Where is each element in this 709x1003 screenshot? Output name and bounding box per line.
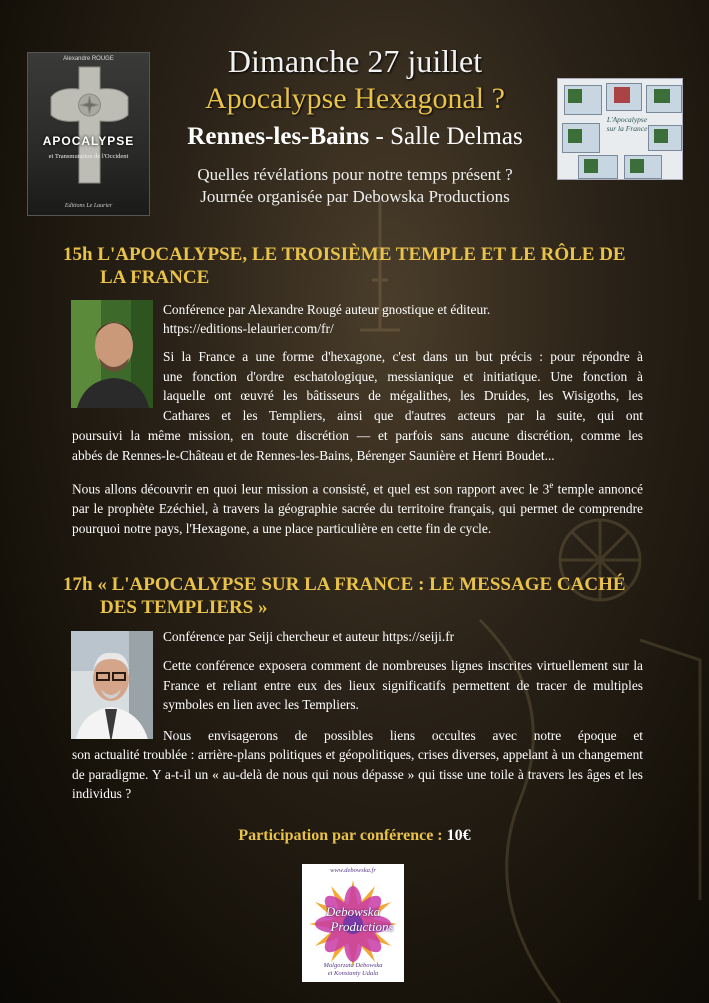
logo-url: www.debowska.fr xyxy=(330,867,376,874)
logo-name2: et Konstanty Udala xyxy=(327,970,379,977)
book-author: Alexandre ROUGE xyxy=(63,56,114,62)
section2-paragraph2-narrow: Nous envisagerons de possibles liens occultes avec notre époque et xyxy=(163,728,643,743)
book-title: APOCALYPSE xyxy=(42,134,135,148)
logo-names xyxy=(302,962,404,978)
p1-line: une fonction d'ordre eschatologique, messianique et initiatique. Une fonction à xyxy=(163,368,643,384)
section2-intro: Conférence par Seiji chercheur et auteur https://seiji.fr xyxy=(163,629,455,644)
section1-title-line2: LA FRANCE xyxy=(100,267,210,288)
section2-paragraph2-wide: son actualité troublée : arrière-plans politiques et géopolitiques, crises diverses, appelant à un changement de paradigme. Y a-t-il un « au-delà de nous qui nous dépasse » qui tisse une toile à travers les âges et les individus ? xyxy=(72,747,643,802)
event-question: Quelles révélations pour notre temps présent ? xyxy=(197,165,513,184)
price-label: Participation par conférence : xyxy=(238,827,443,844)
price-value: 10€ xyxy=(446,827,471,844)
event-title: Apocalypse Hexagonal ? xyxy=(205,82,505,115)
logo-name1: Malgorzata Debowska xyxy=(323,962,383,969)
logo-brand xyxy=(302,904,404,934)
presentation-thumbnail xyxy=(557,78,683,180)
p2-superscript: e xyxy=(549,480,554,490)
event-hall: Salle Delmas xyxy=(390,123,523,150)
section1-link[interactable] xyxy=(163,319,643,339)
book-subtitle: et Transmutation de l'Occident xyxy=(48,153,129,160)
event-town: Rennes-les-Bains xyxy=(187,123,370,150)
event-date: Dimanche 27 juillet xyxy=(227,43,483,79)
book-cover-image xyxy=(27,52,150,216)
book-publisher: Editions Le Laurier xyxy=(64,203,113,209)
section2-paragraph1: Cette conférence exposera comment de nombreuses lignes inscrites virtuellement sur la France et reliant entre eux des lieux significatifs permettent de tracer de multiples symboles en lien avec les Templiers. xyxy=(163,658,643,713)
speaker2-photo xyxy=(71,631,153,739)
section2-title-line2: DES TEMPLIERS » xyxy=(100,597,268,618)
section1-title xyxy=(63,243,663,289)
event-place xyxy=(150,123,560,151)
price-line xyxy=(0,827,709,845)
p1-line: poursuivi la même mission, en toute discrétion — et parfois sans aucune discrétion, comme les xyxy=(72,428,643,443)
place-separator: - xyxy=(369,123,391,150)
logo-brand-line1: Debowska xyxy=(325,904,381,919)
section2-title xyxy=(63,573,663,619)
section1-title-line1: 15h L'APOCALYPSE, LE TROISIÈME TEMPLE ET LE RÔLE DE xyxy=(63,244,626,265)
section2-title-line1: 17h « L'APOCALYPSE SUR LA FRANCE : LE MESSAGE CACHÉ xyxy=(63,574,626,595)
logo-brand-line2: Productions xyxy=(330,919,394,934)
section1-paragraph1-narrow xyxy=(163,347,643,426)
p1-line: laquelle ont œuvré les bâtisseurs de mégalithes, les Druides, les Wisigoths, les xyxy=(163,388,643,404)
p1-line: Si la France a une forme d'hexagone, c'est dans un but précis : pour répondre à xyxy=(163,349,643,364)
p1-line: abbés de Rennes-le-Château et de Rennes-les-Bains, Bérenger Saunière et Henri Boudet... xyxy=(72,447,555,463)
speaker1-photo xyxy=(71,300,153,408)
debowska-logo xyxy=(302,864,404,982)
thumbnail-label: L'Apocalypse sur la France xyxy=(606,115,648,133)
section1-intro: Conférence par Alexandre Rougé auteur gnostique et éditeur. xyxy=(163,302,491,317)
section1-paragraph2 xyxy=(72,476,643,539)
section1-paragraph1-wide xyxy=(72,426,643,465)
p2-text-b: temple annoncé par le prophète Ezéchiel, à travers la géographie sacrée du territoire français, qui permet de comprendre pourquoi notre pays, l'Hexagone, a une place particulière en cette fin de cycle. xyxy=(72,481,643,536)
event-organizer: Journée organisée par Debowska Productions xyxy=(200,187,510,206)
p1-line: Cathares et les Templiers, ainsi que d'autres acteurs par la suite, qui ont xyxy=(163,408,643,424)
p2-text-a: Nous allons découvrir en quoi leur mission a consisté, et quel est son rapport avec le 3 xyxy=(72,481,550,497)
publisher-website-link[interactable]: https://editions-lelaurier.com/fr/ xyxy=(163,321,334,336)
